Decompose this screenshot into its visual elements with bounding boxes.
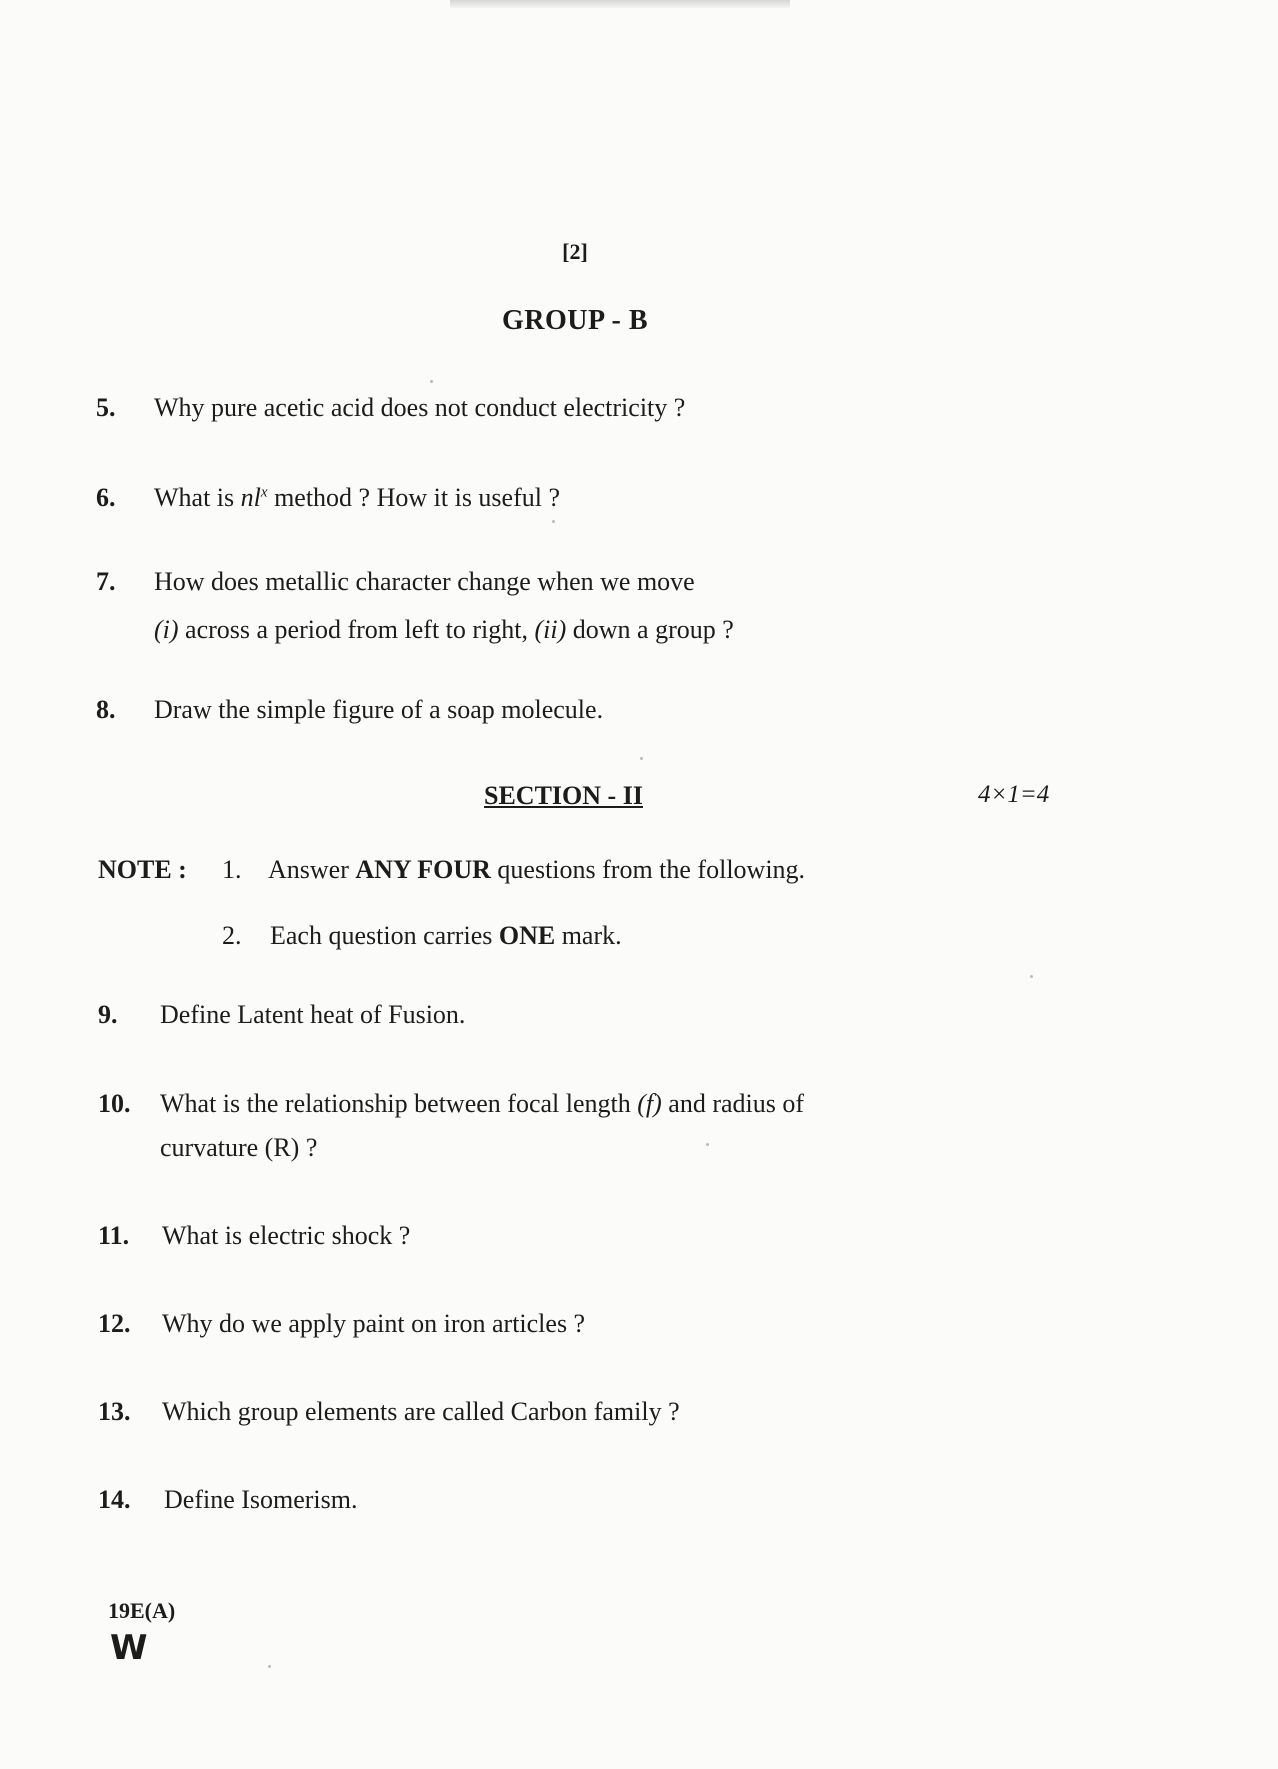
- note-text-pre: Answer: [268, 855, 356, 884]
- note-item-text: [270, 921, 622, 951]
- note-text-bold: ANY FOUR: [355, 855, 491, 884]
- question-11: [98, 1221, 1098, 1257]
- question-5: [96, 393, 1096, 429]
- question-6: [96, 483, 1096, 519]
- question-text-pre: What is the relationship between focal length: [160, 1089, 638, 1118]
- question-number: 14.: [98, 1485, 131, 1514]
- math-variable: nl: [240, 483, 261, 512]
- question-number: 7.: [96, 567, 116, 596]
- marks-scheme: 4×1=4: [978, 781, 1050, 808]
- question-number: 8.: [96, 695, 116, 724]
- question-text-line1: [160, 1089, 804, 1119]
- question-9: [98, 1000, 1098, 1036]
- scan-speck: [640, 757, 643, 760]
- question-10: [98, 1089, 1098, 1173]
- question-number: 5.: [96, 393, 116, 422]
- note-item-number: 1.: [222, 855, 242, 884]
- question-text: What is electric shock ?: [162, 1221, 411, 1250]
- question-text: Define Latent heat of Fusion.: [160, 1000, 466, 1029]
- question-text: Define Isomerism.: [164, 1485, 358, 1514]
- question-number: 13.: [98, 1397, 131, 1426]
- question-number: 11.: [98, 1221, 130, 1250]
- scan-speck: [552, 520, 555, 523]
- note-item-text: [268, 855, 805, 885]
- math-superscript: x: [260, 484, 268, 501]
- group-title: GROUP - B: [501, 305, 649, 336]
- question-7: [96, 567, 1096, 657]
- question-text-line2: curvature (R) ?: [160, 1133, 318, 1162]
- section-title: SECTION - II: [484, 781, 643, 810]
- question-text: Draw the simple figure of a soap molecule.: [154, 695, 604, 724]
- question-8: [96, 695, 1096, 731]
- question-text-line1: How does metallic character change when we move: [154, 567, 695, 596]
- note-line-2: [222, 921, 922, 957]
- note-item-number: 2.: [222, 921, 242, 950]
- question-number: 9.: [98, 1000, 118, 1029]
- line2-part: across a period from left to right,: [178, 615, 535, 644]
- question-12: [98, 1309, 1098, 1345]
- note-text-pre: Each question carries: [270, 921, 499, 950]
- question-text-line2: [154, 615, 734, 645]
- question-number: 6.: [96, 483, 116, 512]
- question-number: 12.: [98, 1309, 131, 1338]
- scan-speck: [706, 1143, 709, 1146]
- question-text: Why pure acetic acid does not conduct electricity ?: [154, 393, 686, 422]
- series-mark: W: [110, 1628, 148, 1668]
- question-number: 10.: [98, 1089, 131, 1118]
- question-text-pre: What is: [154, 483, 241, 512]
- question-text: Why do we apply paint on iron articles ?: [162, 1309, 586, 1338]
- question-14: [98, 1485, 1098, 1521]
- note-text-bold: ONE: [498, 921, 556, 950]
- scan-speck: [268, 1665, 271, 1668]
- note-line-1: [98, 855, 998, 891]
- scan-edge-strip: [450, 0, 790, 8]
- note-label: NOTE :: [98, 855, 187, 884]
- question-text: [154, 483, 560, 513]
- question-text-post: method ? How it is useful ?: [267, 483, 561, 512]
- scan-speck: [430, 380, 433, 383]
- question-text-post: and radius of: [661, 1089, 805, 1118]
- question-text: Which group elements are called Carbon family ?: [162, 1397, 680, 1426]
- math-variable: (f): [637, 1089, 662, 1118]
- paper-code: 19E(A): [108, 1598, 176, 1623]
- note-text-post: mark.: [555, 921, 622, 950]
- roman-i: (i): [154, 615, 179, 644]
- line2-part: down a group ?: [566, 615, 734, 644]
- roman-ii: (ii): [534, 615, 567, 644]
- scan-speck: [1030, 975, 1033, 978]
- note-text-post: questions from the following.: [490, 855, 806, 884]
- page-number: [2]: [562, 239, 588, 264]
- question-13: [98, 1397, 1098, 1433]
